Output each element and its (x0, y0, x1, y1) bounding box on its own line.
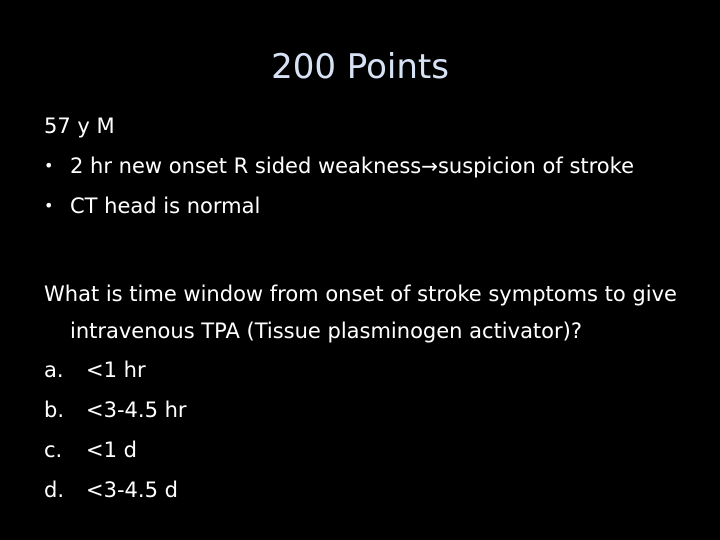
slide-content (44, 106, 704, 510)
option-text: <3-4.5 d (86, 478, 178, 502)
bullet-item-ct (44, 186, 704, 226)
option-letter: d. (44, 478, 65, 502)
spacer (44, 226, 704, 276)
option-letter: c. (44, 438, 63, 462)
option-a (44, 350, 704, 390)
option-text: <1 d (86, 438, 137, 462)
option-text: <3-4.5 hr (86, 398, 187, 422)
bullet-text-before: 2 hr new onset R sided weakness (70, 154, 422, 178)
option-letter: a. (44, 358, 64, 382)
option-c (44, 430, 704, 470)
option-b (44, 390, 704, 430)
bullet-item-weakness (44, 146, 704, 186)
bullet-text-after: suspicion of stroke (437, 154, 634, 178)
question-text: What is time window from onset of stroke symptoms to give intravenous TPA (Tissue plasminogen activator)? (44, 282, 677, 343)
bullet-text: CT head is normal (70, 194, 261, 218)
bullet-icon: • (44, 196, 54, 215)
arrow-right-icon: → (421, 154, 438, 178)
option-letter: b. (44, 398, 65, 422)
option-text: <1 hr (86, 358, 146, 382)
option-d (44, 470, 704, 510)
slide-title: 200 Points (271, 47, 449, 87)
case-header: 57 y M (44, 114, 115, 138)
bullet-icon: • (44, 156, 54, 175)
